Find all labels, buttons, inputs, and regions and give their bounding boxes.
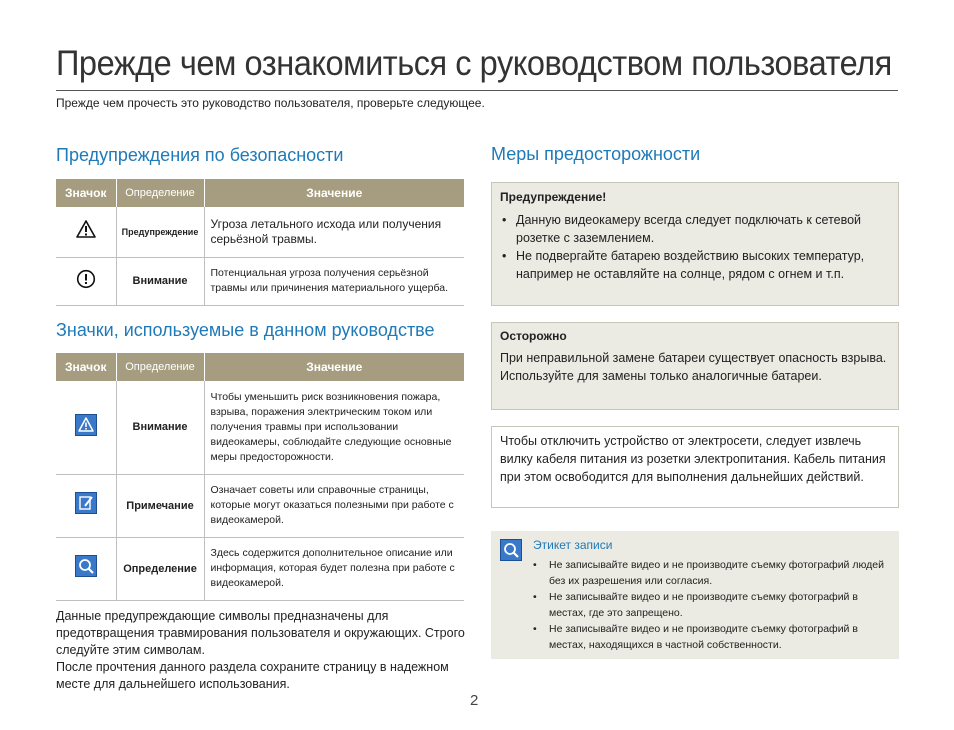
icons-heading: Значки, используемые в данном руководстве <box>56 320 435 340</box>
column-header-icon: Значок <box>56 179 116 207</box>
etiquette-box <box>491 531 899 659</box>
list-item: • Не записывайте видео и не производите съемку фотографий людей без их разрешения или согласия. <box>533 557 893 589</box>
meaning-cell: Потенциальная угроза получения серьёзной травмы или причинения материального ущерба. <box>204 257 464 305</box>
precautions-heading: Меры предосторожности <box>491 144 701 164</box>
icons-table <box>56 353 464 601</box>
column-header-meaning: Значение <box>204 179 464 207</box>
column-header-definition: Определение <box>116 353 204 381</box>
power-disconnect-box <box>491 426 899 508</box>
definition-cell: Определение <box>116 537 204 600</box>
caution-triangle-icon <box>75 414 97 436</box>
column-header-definition: Определение <box>116 179 204 207</box>
warning-triangle-icon <box>75 219 97 239</box>
definition-cell: Примечание <box>116 474 204 537</box>
warning-list <box>500 211 890 283</box>
note-pencil-icon <box>75 492 97 514</box>
meaning-cell: Чтобы уменьшить риск возникновения пожара, взрыва, поражения электрическим током или получения травмы при использовании видеокамеры, соблюдайте следующие основные меры предосторожности. <box>204 381 464 474</box>
list-item: • Не записывайте видео и не производите съемку фотографий в местах, где это запрещено. <box>533 589 893 621</box>
table-row <box>56 381 464 474</box>
magnifier-icon <box>75 555 97 577</box>
bottom-notes <box>56 608 476 693</box>
definition-cell: Предупреждение <box>116 207 204 257</box>
list-item: • Не записывайте видео и не производите съемку фотографий в местах, находящихся в частной собственности. <box>533 621 893 653</box>
list-item: • Данную видеокамеру всегда следует подключать к сетевой розетке с заземлением. <box>500 211 890 247</box>
magnifier-icon <box>500 539 522 561</box>
caution-box <box>491 322 899 410</box>
safety-table <box>56 179 464 306</box>
caution-box-title: Осторожно <box>500 329 567 343</box>
power-disconnect-text: Чтобы отключить устройство от электросети, следует извлечь вилку кабеля питания из розетки электропитания. Кабель питания при этом освободится для выполнения дальнейших действий. <box>500 434 886 484</box>
page-title: Прежде чем ознакомиться с руководством пользователя <box>56 44 892 83</box>
bottom-paragraph: После прочтения данного раздела сохраните страницу в надежном месте для дальнейшего использования. <box>56 660 449 691</box>
etiquette-title: Этикет записи <box>533 538 613 552</box>
column-header-icon: Значок <box>56 353 116 381</box>
intro-text: Прежде чем прочесть это руководство пользователя, проверьте следующее. <box>56 96 485 110</box>
table-row <box>56 474 464 537</box>
table-row <box>56 537 464 600</box>
etiquette-list <box>533 557 893 653</box>
safety-heading: Предупреждения по безопасности <box>56 145 344 165</box>
page-number: 2 <box>470 692 479 709</box>
meaning-cell: Угроза летального исхода или получения серьёзной травмы. <box>204 207 464 257</box>
title-divider <box>56 90 898 91</box>
table-row <box>56 207 464 257</box>
definition-cell: Внимание <box>116 381 204 474</box>
meaning-cell: Здесь содержится дополнительное описание или информация, которая будет полезна при работе с видеокамерой. <box>204 537 464 600</box>
table-header-row <box>56 179 464 207</box>
table-row <box>56 257 464 305</box>
warning-box-title: Предупреждение! <box>500 190 607 204</box>
column-header-meaning: Значение <box>204 353 464 381</box>
table-header-row <box>56 353 464 381</box>
exclamation-circle-icon <box>76 269 96 289</box>
warning-box <box>491 182 899 306</box>
meaning-cell: Означает советы или справочные страницы, которые могут оказаться полезными при работе с видеокамерой. <box>204 474 464 537</box>
bottom-paragraph: Данные предупреждающие символы предназначены для предотвращения травмирования пользователя и окружающих. Строго следуйте этим символам. <box>56 609 465 657</box>
list-item: • Не подвергайте батарею воздействию высоких температур, например не оставляйте на солнце, рядом с огнем и т.п. <box>500 247 890 283</box>
definition-cell: Внимание <box>116 257 204 305</box>
caution-box-text: При неправильной замене батареи существует опасность взрыва. Используйте для замены только аналогичные батареи. <box>500 351 887 383</box>
